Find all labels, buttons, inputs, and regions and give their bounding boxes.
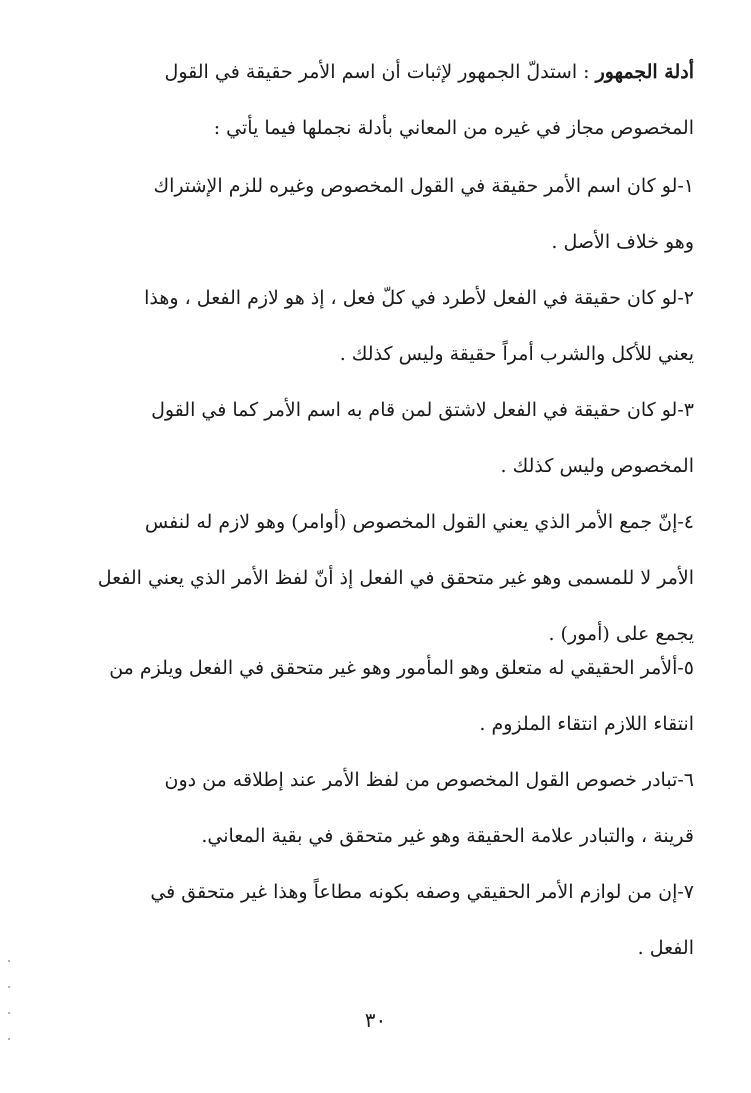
- scan-mark: [8, 986, 10, 988]
- intro-paragraph: [64, 44, 694, 156]
- evidence-point-4: [64, 494, 694, 662]
- scan-mark: [8, 960, 10, 962]
- point-7-line-1: ٧-إن من لوازم الأمر الحقيقي وصفه بكونه مطاعاً وهذا غير متحقق في: [150, 881, 694, 903]
- intro-line-2: المخصوص مجاز في غيره من المعاني بأدلة نجملها فيما يأتي :: [213, 117, 694, 139]
- evidence-point-3: [64, 382, 694, 494]
- scan-mark: [8, 1012, 10, 1014]
- evidence-point-1: [64, 158, 694, 270]
- intro-line-1-text: : استدلّ الجمهور لإثبات أن اسم الأمر حقيقة في القول: [164, 61, 596, 83]
- point-4-line-3: يجمع على (أمور) .: [548, 623, 694, 645]
- point-5-line-2: انتقاء اللازم انتقاء الملزوم .: [479, 713, 694, 735]
- evidence-point-6: [64, 752, 694, 864]
- evidence-point-2: [64, 270, 694, 382]
- point-5-line-1: ٥-ألأمر الحقيقي له متعلق وهو المأمور وهو غير متحقق في الفعل ويلزم من: [109, 657, 694, 679]
- section-heading: أدلة الجمهور: [595, 61, 694, 83]
- point-1-line-1: ١-لو كان اسم الأمر حقيقة في القول المخصوص وغيره للزم الإشتراك: [153, 175, 694, 197]
- evidence-point-7: [64, 864, 694, 976]
- scan-margin-marks: [8, 960, 12, 1070]
- point-3-line-2: المخصوص وليس كذلك .: [500, 455, 694, 477]
- page-number: ٣٠: [364, 1008, 387, 1032]
- evidence-point-5: [64, 640, 694, 752]
- point-4-line-1: ٤-إنّ جمع الأمر الذي يعني القول المخصوص (أوامر) وهو لازم له لنفس: [144, 511, 694, 533]
- point-6-line-1: ٦-تبادر خصوص القول المخصوص من لفظ الأمر عند إطلاقه من دون: [164, 769, 694, 791]
- point-3-line-1: ٣-لو كان حقيقة في الفعل لاشتق لمن قام به اسم الأمر كما في القول: [151, 399, 694, 421]
- point-2-line-2: يعني للأكل والشرب أمراً حقيقة وليس كذلك .: [339, 343, 694, 365]
- point-1-line-2: وهو خلاف الأصل .: [551, 231, 694, 253]
- point-6-line-2: قرينة ، والتبادر علامة الحقيقة وهو غير متحقق في بقية المعاني.: [201, 825, 694, 847]
- intro-line-1: [64, 44, 694, 100]
- point-7-line-2: الفعل .: [637, 937, 694, 959]
- scan-mark: [8, 1038, 10, 1040]
- point-2-line-1: ٢-لو كان حقيقة في الفعل لأطرد في كلّ فعل ، إذ هو لازم الفعل ، وهذا: [144, 287, 694, 309]
- point-4-line-2: الأمر لا للمسمى وهو غير متحقق في الفعل إذ أنّ لفظ الأمر الذي يعني الفعل: [97, 567, 694, 589]
